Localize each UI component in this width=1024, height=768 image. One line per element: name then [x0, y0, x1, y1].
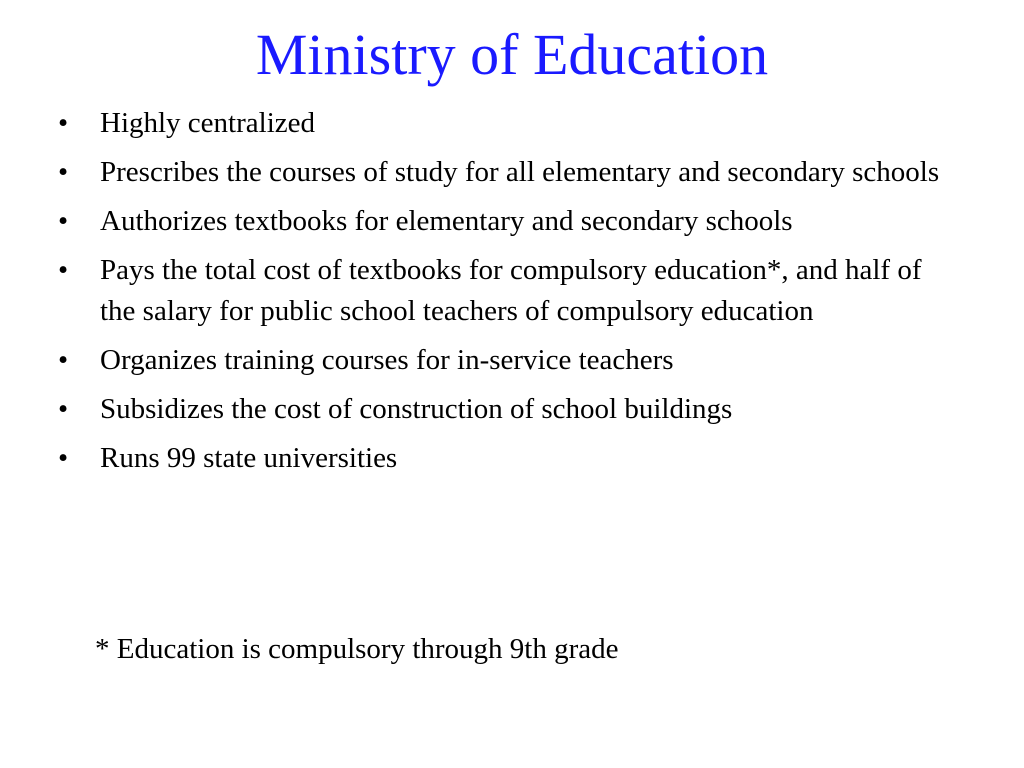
- bullet-icon: •: [58, 156, 69, 188]
- bullet-text: Organizes training courses for in-service teachers: [100, 343, 674, 376]
- bullet-item: [58, 250, 958, 331]
- bullet-icon: •: [58, 392, 69, 425]
- bullet-icon: •: [58, 254, 69, 286]
- slide-title: Ministry of Education: [255, 22, 769, 87]
- bullet-icon: •: [58, 205, 69, 237]
- bullet-list: [58, 103, 958, 487]
- footnote: * Education is compulsory through 9th grade: [95, 633, 619, 665]
- bullet-text: Subsidizes the cost of construction of school buildings: [100, 392, 733, 425]
- bullet-item: [58, 438, 958, 479]
- bullet-text: Highly centralized: [100, 107, 315, 139]
- bullet-text: Prescribes the courses of study for all elementary and secondary schools: [100, 156, 940, 188]
- bullet-text: Pays the total cost of textbooks for compulsory education*, and half of the salary for public school teachers of compulsory education: [100, 254, 922, 327]
- bullet-item: [58, 340, 958, 381]
- bullet-item: [58, 389, 958, 430]
- bullet-item: [58, 152, 958, 193]
- bullet-item: [58, 103, 958, 144]
- bullet-item: [58, 201, 958, 242]
- bullet-icon: •: [58, 441, 69, 474]
- bullet-icon: •: [58, 107, 69, 139]
- bullet-text: Authorizes textbooks for elementary and secondary schools: [100, 205, 793, 237]
- bullet-icon: •: [58, 343, 69, 376]
- bullet-text: Runs 99 state universities: [100, 441, 398, 474]
